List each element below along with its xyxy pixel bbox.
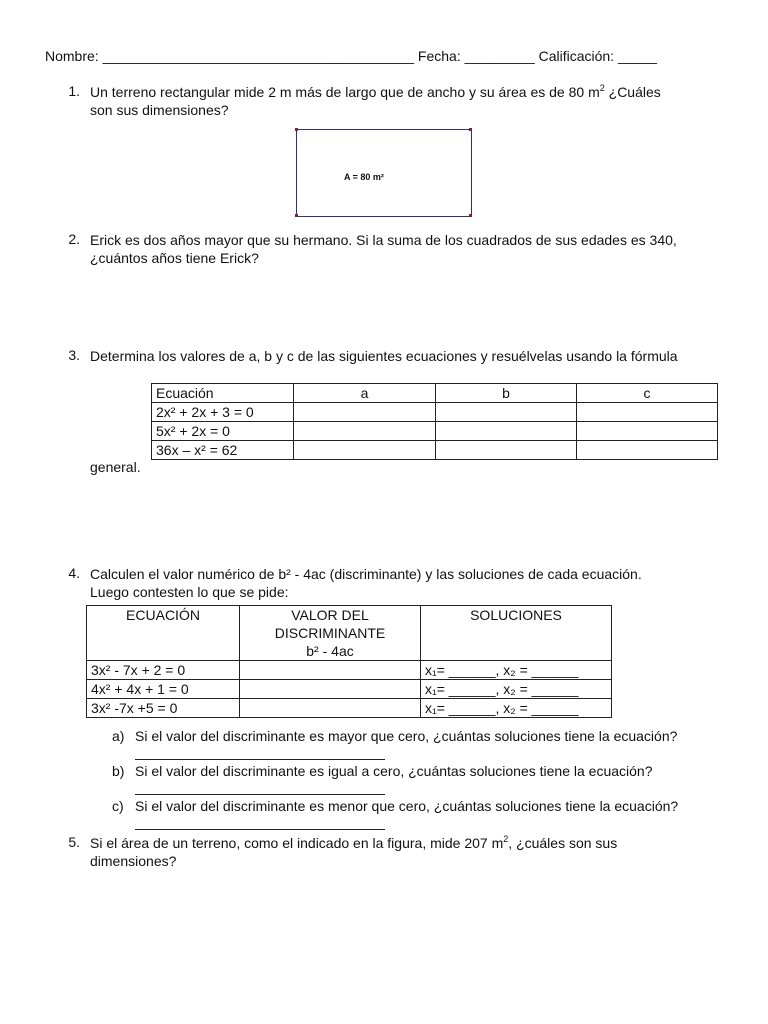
name-label: Nombre: bbox=[45, 48, 99, 64]
name-blank[interactable]: ________________________________________ bbox=[102, 48, 415, 64]
table-row bbox=[152, 403, 718, 422]
solutions-cell[interactable]: x₁= ______, x₂ = ______ bbox=[421, 661, 612, 680]
q3-text-line1: Determina los valores de a, b y c de las siguientes ecuaciones y resuélvelas usando la fórmula bbox=[90, 348, 678, 364]
q3-table bbox=[151, 383, 718, 460]
q2-text-line1: Erick es dos años mayor que su hermano. Si la suma de los cuadrados de sus edades es 340, bbox=[90, 232, 677, 248]
answer-cell-c[interactable] bbox=[577, 422, 718, 441]
equation-cell: 4x² + 4x + 1 = 0 bbox=[87, 680, 240, 699]
table-header-row bbox=[152, 384, 718, 403]
discriminant-header-line2: DISCRIMINANTE bbox=[274, 625, 386, 641]
header-cell: SOLUCIONES bbox=[421, 606, 612, 661]
grade-blank[interactable]: _____ bbox=[617, 48, 657, 64]
sub-question-a: Si el valor del discriminante es mayor que cero, ¿cuántas soluciones tiene la ecuación? bbox=[135, 728, 678, 744]
sub-letter-a: a) bbox=[112, 728, 125, 744]
q4-text-line1: Calculen el valor numérico de b² - 4ac (discriminante) y las soluciones de cada ecuación. bbox=[90, 566, 642, 582]
area-label: A = 80 m² bbox=[344, 172, 384, 182]
q4-text-line2: Luego contesten lo que se pide: bbox=[90, 584, 289, 600]
table-row bbox=[152, 422, 718, 441]
equation-cell: 36x – x² = 62 bbox=[152, 441, 294, 460]
header-cell: b bbox=[436, 384, 577, 403]
answer-cell-c[interactable] bbox=[577, 441, 718, 460]
header-cell: Ecuación bbox=[152, 384, 294, 403]
corner-point bbox=[295, 128, 298, 131]
table-row bbox=[152, 441, 718, 460]
answer-cell-a[interactable] bbox=[294, 403, 436, 422]
corner-point bbox=[469, 128, 472, 131]
date-blank[interactable]: _________ bbox=[464, 48, 535, 64]
sub-question-c: Si el valor del discriminante es menor que cero, ¿cuántas soluciones tiene la ecuación? bbox=[135, 798, 679, 814]
discriminant-header-line3: b² - 4ac bbox=[306, 643, 354, 659]
date-label: Fecha: bbox=[417, 48, 461, 64]
answer-cell-b[interactable] bbox=[436, 403, 577, 422]
equation-cell: 5x² + 2x = 0 bbox=[152, 422, 294, 441]
q5-text-line1: Si el área de un terreno, como el indicado en la figura, mide 207 $m^2$, ¿cuáles son sus bbox=[90, 834, 618, 851]
grade-label: Calificación: bbox=[538, 48, 615, 64]
header-cell: c bbox=[577, 384, 718, 403]
sub-letter-c: c) bbox=[112, 798, 124, 814]
equation-cell: 2x² + 2x + 3 = 0 bbox=[152, 403, 294, 422]
q2-text-line2: ¿cuántos años tiene Erick? bbox=[90, 250, 259, 266]
q1-text-line1: Un terreno rectangular mide 2 m más de largo que de ancho y su área es de 80 $m^2$ ¿Cuáles bbox=[90, 83, 661, 100]
solutions-cell[interactable]: x₁= ______, x₂ = ______ bbox=[421, 699, 612, 718]
equation-cell: 3x² -7x +5 = 0 bbox=[87, 699, 240, 718]
corner-point bbox=[469, 214, 472, 217]
q5-text-line2: dimensiones? bbox=[90, 853, 177, 869]
table-row bbox=[87, 661, 612, 680]
answer-line-a[interactable] bbox=[135, 759, 385, 760]
q5-number: 5. bbox=[68, 834, 80, 850]
discriminant-header-line1: VALOR DEL bbox=[291, 607, 369, 623]
q1-text-line2: son sus dimensiones? bbox=[90, 102, 229, 118]
header-cell bbox=[240, 606, 421, 661]
discriminant-cell[interactable] bbox=[240, 661, 421, 680]
sub-letter-b: b) bbox=[112, 763, 125, 779]
equation-cell: 3x² - 7x + 2 = 0 bbox=[87, 661, 240, 680]
answer-cell-c[interactable] bbox=[577, 403, 718, 422]
table-row bbox=[87, 699, 612, 718]
table-row bbox=[87, 680, 612, 699]
answer-cell-a[interactable] bbox=[294, 422, 436, 441]
answer-line-c[interactable] bbox=[135, 829, 385, 830]
answer-cell-a[interactable] bbox=[294, 441, 436, 460]
answer-cell-b[interactable] bbox=[436, 422, 577, 441]
q4-number: 4. bbox=[68, 565, 80, 581]
header-cell: a bbox=[294, 384, 436, 403]
terrain-rectangle bbox=[296, 129, 472, 217]
corner-point bbox=[295, 214, 298, 217]
header-line bbox=[45, 47, 657, 65]
q3-number: 3. bbox=[68, 347, 80, 363]
header-cell: ECUACIÓN bbox=[87, 606, 240, 661]
sub-question-b: Si el valor del discriminante es igual a cero, ¿cuántas soluciones tiene la ecuación? bbox=[135, 763, 653, 779]
discriminant-cell[interactable] bbox=[240, 699, 421, 718]
q2-number: 2. bbox=[68, 231, 80, 247]
answer-line-b[interactable] bbox=[135, 794, 385, 795]
q3-text-line2: general. bbox=[90, 459, 141, 475]
discriminant-cell[interactable] bbox=[240, 680, 421, 699]
q4-table bbox=[86, 605, 612, 718]
q1-number: 1. bbox=[68, 83, 80, 99]
table-header-row bbox=[87, 606, 612, 661]
solutions-cell[interactable]: x₁= ______, x₂ = ______ bbox=[421, 680, 612, 699]
answer-cell-b[interactable] bbox=[436, 441, 577, 460]
